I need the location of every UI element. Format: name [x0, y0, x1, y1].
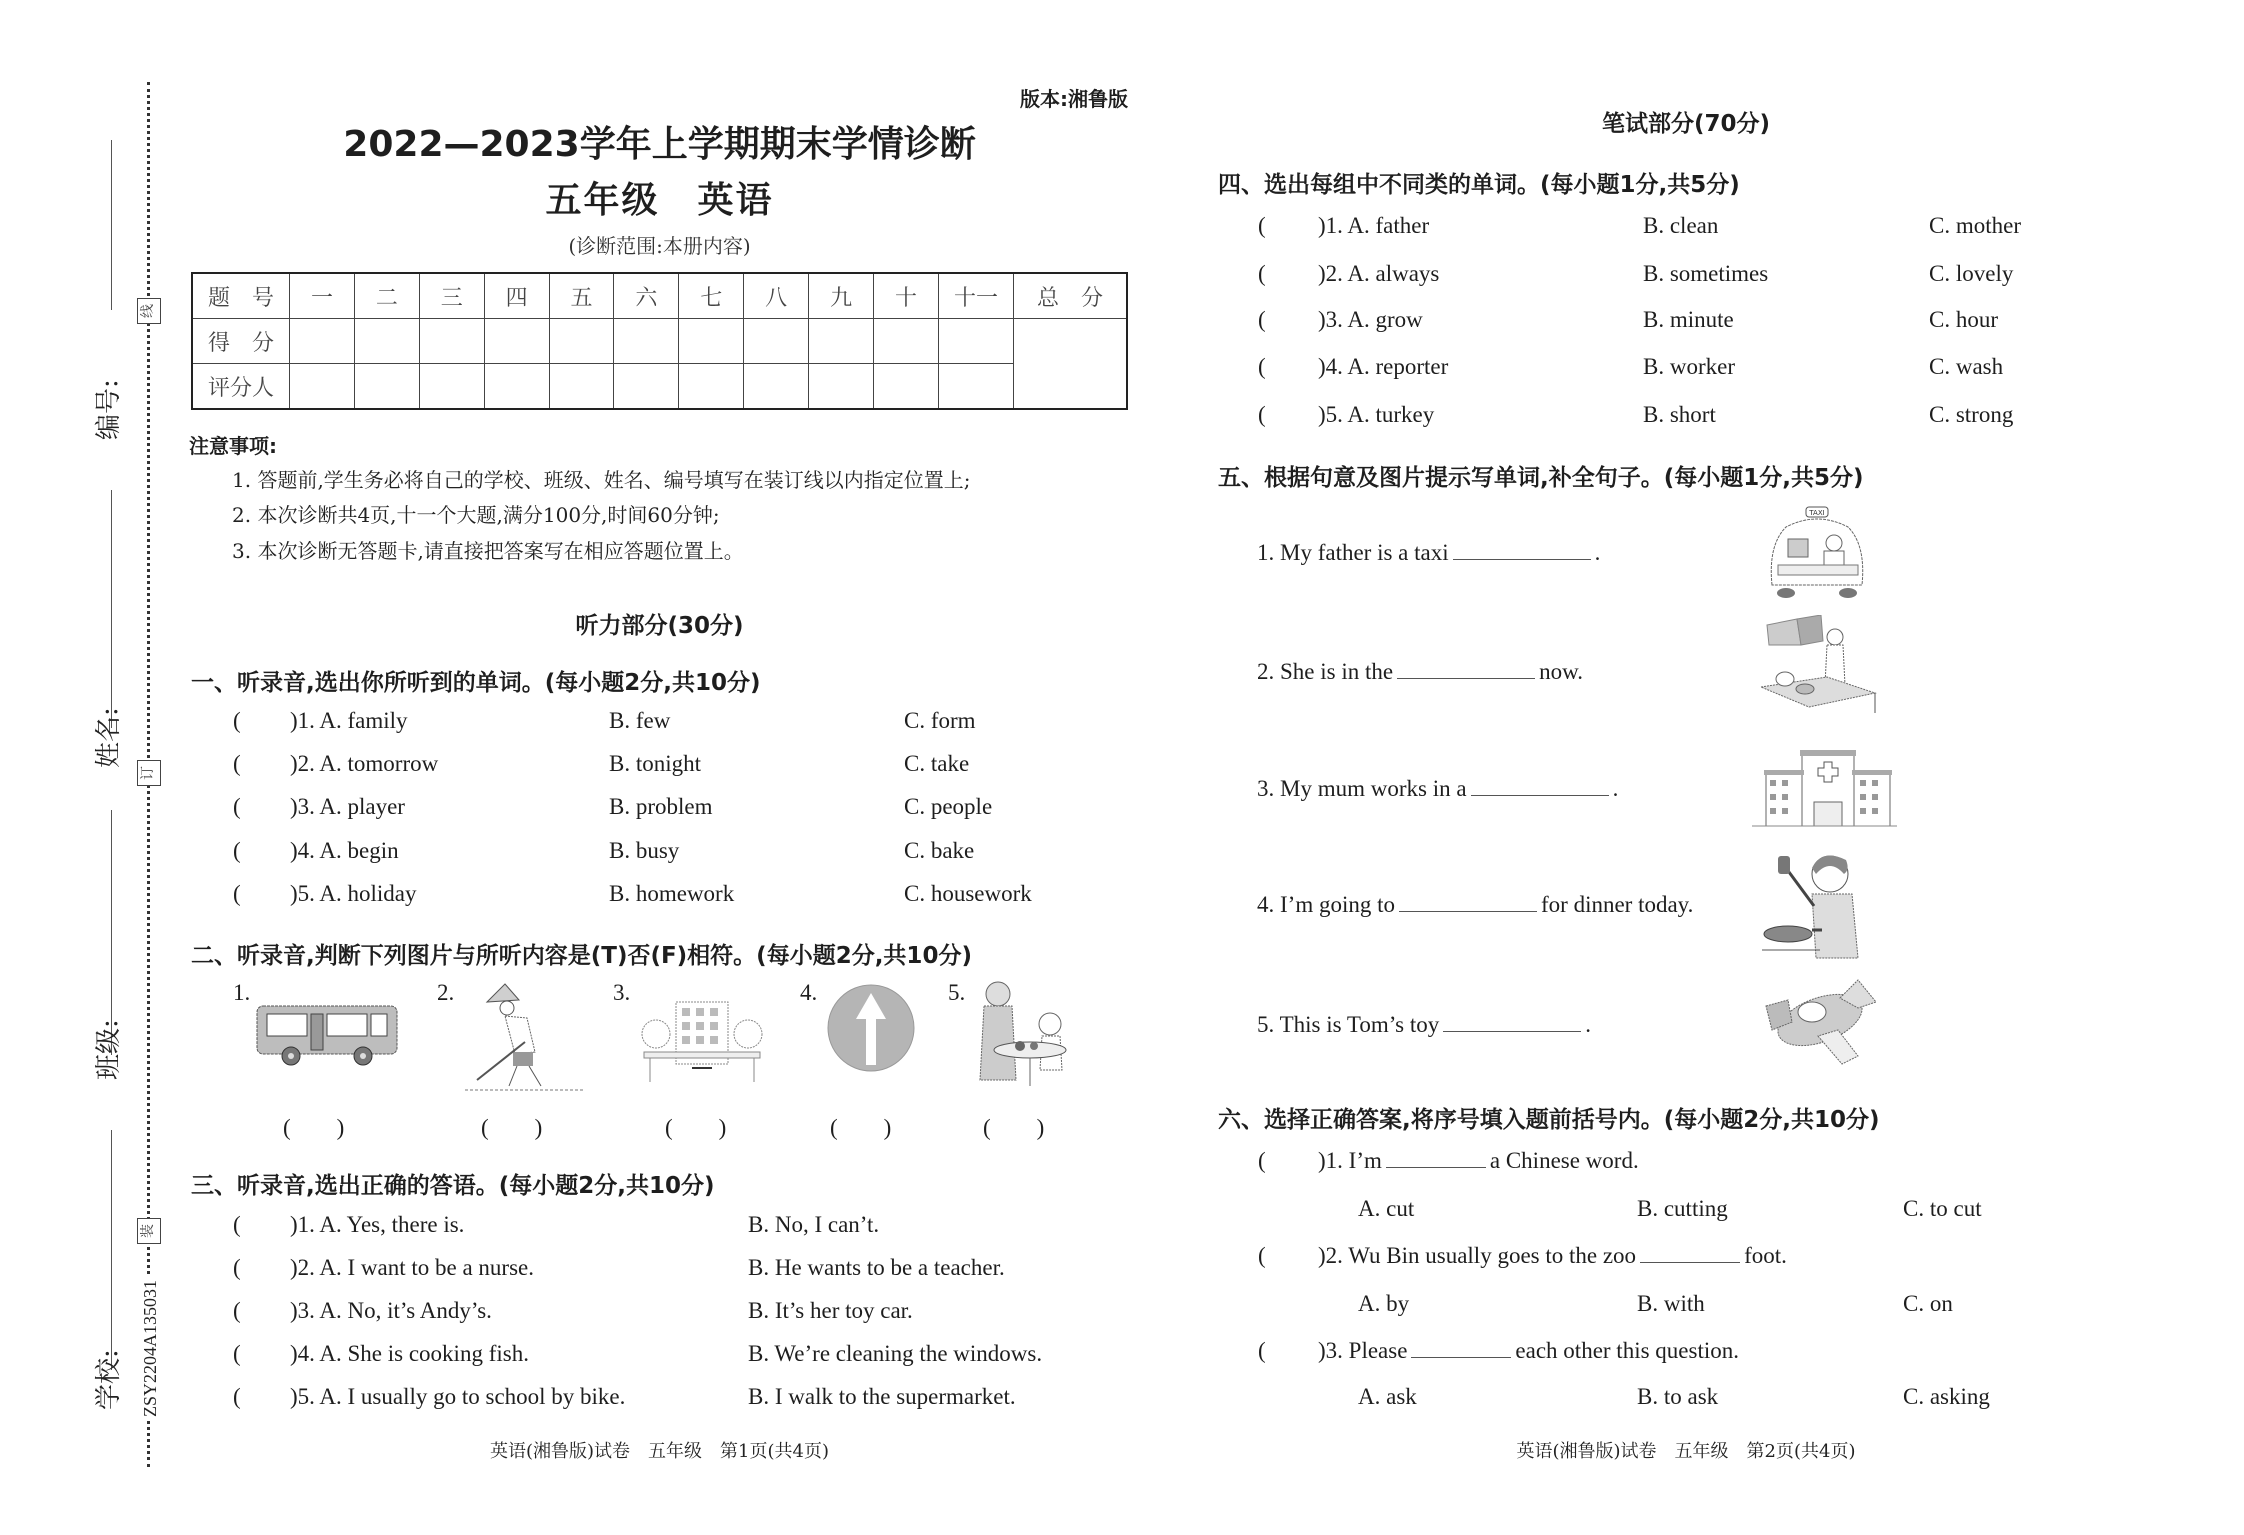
- number-field-label: 编号:: [94, 379, 124, 440]
- col-header-10: 十: [874, 273, 939, 319]
- answer-bracket[interactable]: (: [1258, 1243, 1266, 1268]
- section-5-heading: 五、根据句意及图片提示写单词,补全句子。(每小题1分,共5分): [1218, 465, 1864, 491]
- option-b[interactable]: B. tonight: [609, 751, 702, 776]
- option-b[interactable]: B. worker: [1643, 354, 1735, 379]
- option-a[interactable]: )5. A. I usually go to school by bike.: [290, 1384, 626, 1409]
- answer-bracket[interactable]: ( ): [283, 1115, 345, 1140]
- col-header-2: 二: [354, 273, 419, 319]
- grader-cell[interactable]: [290, 364, 355, 410]
- fill-sentence: 4. I’m going to for dinner today.: [1257, 892, 1694, 917]
- grader-cell[interactable]: [744, 364, 809, 410]
- answer-bracket[interactable]: (: [1258, 402, 1266, 427]
- kitchen-icon: [1757, 615, 1879, 720]
- option-a[interactable]: )4. A. begin: [290, 838, 399, 863]
- answer-bracket[interactable]: (: [233, 751, 241, 776]
- option-b[interactable]: B. We’re cleaning the windows.: [748, 1341, 1043, 1366]
- score-cell[interactable]: [614, 319, 679, 364]
- option-a[interactable]: )1. A. family: [290, 708, 408, 733]
- option-b[interactable]: B. short: [1643, 402, 1716, 427]
- answer-bracket[interactable]: ( ): [983, 1115, 1045, 1140]
- option-c[interactable]: C. strong: [1929, 402, 2014, 427]
- col-header-total: 总 分: [1014, 273, 1128, 319]
- paper-code: ZSY2204A135031: [140, 1277, 161, 1420]
- grader-cell[interactable]: [419, 364, 484, 410]
- option-a[interactable]: )1. A. Yes, there is.: [290, 1212, 465, 1237]
- section-2-heading: 二、听录音,判断下列图片与所听内容是(T)否(F)相符。(每小题2分,共10分): [191, 943, 972, 969]
- answer-bracket[interactable]: (: [233, 1384, 241, 1409]
- option-c[interactable]: C. to cut: [1903, 1196, 1982, 1221]
- score-cell[interactable]: [939, 319, 1014, 364]
- option-c[interactable]: C. form: [904, 708, 976, 733]
- option-a[interactable]: )4. A. She is cooking fish.: [290, 1341, 529, 1366]
- option-a[interactable]: )1. A. father: [1318, 213, 1430, 238]
- answer-bracket[interactable]: (: [1258, 1338, 1266, 1363]
- option-a[interactable]: )2. A. I want to be a nurse.: [290, 1255, 534, 1280]
- option-a[interactable]: )5. A. holiday: [290, 881, 417, 906]
- option-b[interactable]: B. clean: [1643, 213, 1719, 238]
- picture-number: 1.: [233, 980, 251, 1005]
- answer-blank[interactable]: [1397, 677, 1535, 679]
- score-table: [191, 272, 1128, 410]
- binding-mark-bind: 装: [137, 1218, 161, 1244]
- picture-number: 2.: [437, 980, 455, 1005]
- row-header-grader: 评分人: [192, 364, 290, 410]
- row-header-score: 得 分: [192, 319, 290, 364]
- score-cell[interactable]: [549, 319, 614, 364]
- option-c[interactable]: C. mother: [1929, 213, 2021, 238]
- exam-subtitle: 五年级 英语: [545, 180, 774, 221]
- taxi-driver-icon: [1762, 505, 1872, 600]
- answer-blank[interactable]: [1386, 1166, 1486, 1168]
- page-1-footer: 英语(湘鲁版)试卷 五年级 第1页(共4页): [490, 1441, 829, 1462]
- answer-bracket[interactable]: (: [233, 1255, 241, 1280]
- option-c[interactable]: C. bake: [904, 838, 975, 863]
- option-b[interactable]: B. to ask: [1637, 1384, 1719, 1409]
- question-stem: )3. Please each other this question.: [1318, 1338, 1739, 1363]
- score-cell[interactable]: [290, 319, 355, 364]
- question-stem: )1. I’m a Chinese word.: [1318, 1148, 1639, 1173]
- option-b[interactable]: B. sometimes: [1643, 261, 1769, 286]
- question-stem: )2. Wu Bin usually goes to the zoo foot.: [1318, 1243, 1787, 1268]
- answer-bracket[interactable]: ( ): [830, 1115, 892, 1140]
- score-cell[interactable]: [809, 319, 874, 364]
- col-header-7: 七: [679, 273, 744, 319]
- toy-plane-icon: [1762, 978, 1880, 1068]
- option-c[interactable]: C. housework: [904, 881, 1032, 906]
- col-header-4: 四: [484, 273, 549, 319]
- option-b[interactable]: B. few: [609, 708, 671, 733]
- answer-bracket[interactable]: (: [233, 1212, 241, 1237]
- option-c[interactable]: C. on: [1903, 1291, 1953, 1316]
- name-field-line[interactable]: [111, 490, 112, 728]
- grader-cell[interactable]: [809, 364, 874, 410]
- answer-bracket[interactable]: (: [1258, 354, 1266, 379]
- option-a[interactable]: A. cut: [1358, 1196, 1415, 1221]
- option-a[interactable]: )2. A. tomorrow: [290, 751, 439, 776]
- option-a[interactable]: A. ask: [1358, 1384, 1417, 1409]
- school-field-line[interactable]: [111, 1130, 112, 1370]
- fill-sentence: 3. My mum works in a .: [1257, 776, 1619, 801]
- school-field-label: 学校:: [94, 1349, 124, 1410]
- answer-blank[interactable]: [1640, 1261, 1740, 1263]
- grader-cell[interactable]: [484, 364, 549, 410]
- writing-part-heading: 笔试部分(70分): [1601, 111, 1771, 137]
- option-a[interactable]: )3. A. No, it’s Andy’s.: [290, 1298, 492, 1323]
- grader-cell[interactable]: [614, 364, 679, 410]
- answer-bracket[interactable]: (: [1258, 307, 1266, 332]
- section-6-heading: 六、选择正确答案,将序号填入题前括号内。(每小题2分,共10分): [1218, 1107, 1880, 1133]
- section-3-heading: 三、听录音,选出正确的答语。(每小题2分,共10分): [191, 1173, 715, 1199]
- score-cell[interactable]: [484, 319, 549, 364]
- option-b[interactable]: B. minute: [1643, 307, 1734, 332]
- picture-number: 4.: [800, 980, 818, 1005]
- option-b[interactable]: B. It’s her toy car.: [748, 1298, 913, 1323]
- fill-sentence: 1. My father is a taxi .: [1257, 540, 1601, 565]
- col-header-1: 一: [290, 273, 355, 319]
- option-c[interactable]: C. asking: [1903, 1384, 1990, 1409]
- picture-number: 5.: [948, 980, 966, 1005]
- section-1-heading: 一、听录音,选出你所听到的单词。(每小题2分,共10分): [191, 670, 761, 696]
- answer-bracket[interactable]: (: [233, 708, 241, 733]
- answer-bracket[interactable]: (: [233, 881, 241, 906]
- score-cell[interactable]: [874, 319, 939, 364]
- option-a[interactable]: )4. A. reporter: [1318, 354, 1449, 379]
- option-b[interactable]: B. No, I can’t.: [748, 1212, 880, 1237]
- page-2-footer: 英语(湘鲁版)试卷 五年级 第2页(共4页): [1516, 1441, 1856, 1462]
- option-c[interactable]: C. people: [904, 794, 993, 819]
- option-c[interactable]: C. lovely: [1929, 261, 2014, 286]
- answer-blank[interactable]: [1443, 1030, 1581, 1032]
- option-a[interactable]: )3. A. grow: [1318, 307, 1423, 332]
- total-score-cell[interactable]: [1014, 319, 1128, 410]
- option-a[interactable]: A. by: [1358, 1291, 1410, 1316]
- picture-number: 3.: [613, 980, 631, 1005]
- binding-mark-line: 线: [137, 298, 161, 324]
- answer-bracket[interactable]: (: [233, 1298, 241, 1323]
- listening-part-heading: 听力部分(30分): [575, 613, 744, 639]
- grader-cell[interactable]: [549, 364, 614, 410]
- park-icon: [640, 990, 765, 1084]
- col-header-5: 五: [549, 273, 614, 319]
- score-cell[interactable]: [744, 319, 809, 364]
- section-4-heading: 四、选出每组中不同类的单词。(每小题1分,共5分): [1218, 172, 1740, 198]
- option-b[interactable]: B. with: [1637, 1291, 1705, 1316]
- col-header-9: 九: [809, 273, 874, 319]
- answer-blank[interactable]: [1453, 558, 1591, 560]
- exam-scope: (诊断范围:本册内容): [568, 234, 751, 258]
- fill-sentence: 2. She is in the now.: [1257, 659, 1583, 684]
- answer-bracket[interactable]: (: [1258, 261, 1266, 286]
- option-c[interactable]: C. hour: [1929, 307, 1998, 332]
- answer-blank[interactable]: [1471, 794, 1609, 796]
- answer-bracket[interactable]: (: [233, 794, 241, 819]
- answer-bracket[interactable]: (: [233, 1341, 241, 1366]
- option-b[interactable]: B. He wants to be a teacher.: [748, 1255, 1005, 1280]
- answer-bracket[interactable]: (: [233, 838, 241, 863]
- note-item: 2. 本次诊断共4页,十一个大题,满分100分,时间60分钟;: [232, 503, 720, 527]
- note-item: 3. 本次诊断无答题卡,请直接把答案写在相应答题位置上。: [232, 539, 744, 563]
- answer-bracket[interactable]: (: [1258, 213, 1266, 238]
- grader-cell[interactable]: [679, 364, 744, 410]
- number-field-line[interactable]: [111, 140, 112, 310]
- boy-cooking-icon: [1760, 850, 1878, 962]
- grandma-cooking-icon: [970, 980, 1070, 1092]
- answer-blank[interactable]: [1399, 910, 1537, 912]
- option-a[interactable]: )3. A. player: [290, 794, 405, 819]
- hospital-icon: [1752, 748, 1897, 830]
- option-b[interactable]: B. problem: [609, 794, 713, 819]
- go-straight-sign-icon: [826, 983, 916, 1073]
- score-table-header-row: [192, 273, 1127, 319]
- answer-blank[interactable]: [1411, 1356, 1511, 1358]
- answer-bracket[interactable]: ( ): [481, 1115, 543, 1140]
- exam-title: 2022—2023学年上学期期末学情诊断: [343, 124, 976, 165]
- score-cell[interactable]: [419, 319, 484, 364]
- note-item: 1. 答题前,学生务必将自己的学校、班级、姓名、编号填写在装订线以内指定位置上;: [232, 468, 971, 492]
- option-a[interactable]: )2. A. always: [1318, 261, 1440, 286]
- col-header-3: 三: [419, 273, 484, 319]
- sweeper-icon: [465, 982, 585, 1094]
- score-table-score-row: [192, 319, 1127, 364]
- score-cell[interactable]: [354, 319, 419, 364]
- notes-heading: 注意事项:: [189, 434, 277, 458]
- option-c[interactable]: C. wash: [1929, 354, 2004, 379]
- option-b[interactable]: B. cutting: [1637, 1196, 1728, 1221]
- option-b[interactable]: B. I walk to the supermarket.: [748, 1384, 1016, 1409]
- class-field-label: 班级:: [94, 1019, 124, 1080]
- score-table-grader-row: [192, 364, 1127, 410]
- col-header-11: 十一: [939, 273, 1014, 319]
- option-c[interactable]: C. take: [904, 751, 970, 776]
- answer-bracket[interactable]: ( ): [665, 1115, 727, 1140]
- option-b[interactable]: B. homework: [609, 881, 735, 906]
- option-a[interactable]: )5. A. turkey: [1318, 402, 1435, 427]
- answer-bracket[interactable]: (: [1258, 1148, 1266, 1173]
- bus-icon: [255, 1000, 405, 1066]
- col-header-8: 八: [744, 273, 809, 319]
- grader-cell[interactable]: [354, 364, 419, 410]
- version-label: 版本:湘鲁版: [1020, 87, 1128, 111]
- grader-cell[interactable]: [874, 364, 939, 410]
- svg-text:TAXI: TAXI: [1809, 509, 1825, 517]
- binding-mark-staple: 订: [137, 760, 161, 786]
- fill-sentence: 5. This is Tom’s toy .: [1257, 1012, 1591, 1037]
- option-b[interactable]: B. busy: [609, 838, 680, 863]
- col-header-6: 六: [614, 273, 679, 319]
- grader-cell[interactable]: [939, 364, 1014, 410]
- name-field-label: 姓名:: [94, 707, 124, 768]
- row-header-question-number: 题 号: [192, 273, 290, 319]
- score-cell[interactable]: [679, 319, 744, 364]
